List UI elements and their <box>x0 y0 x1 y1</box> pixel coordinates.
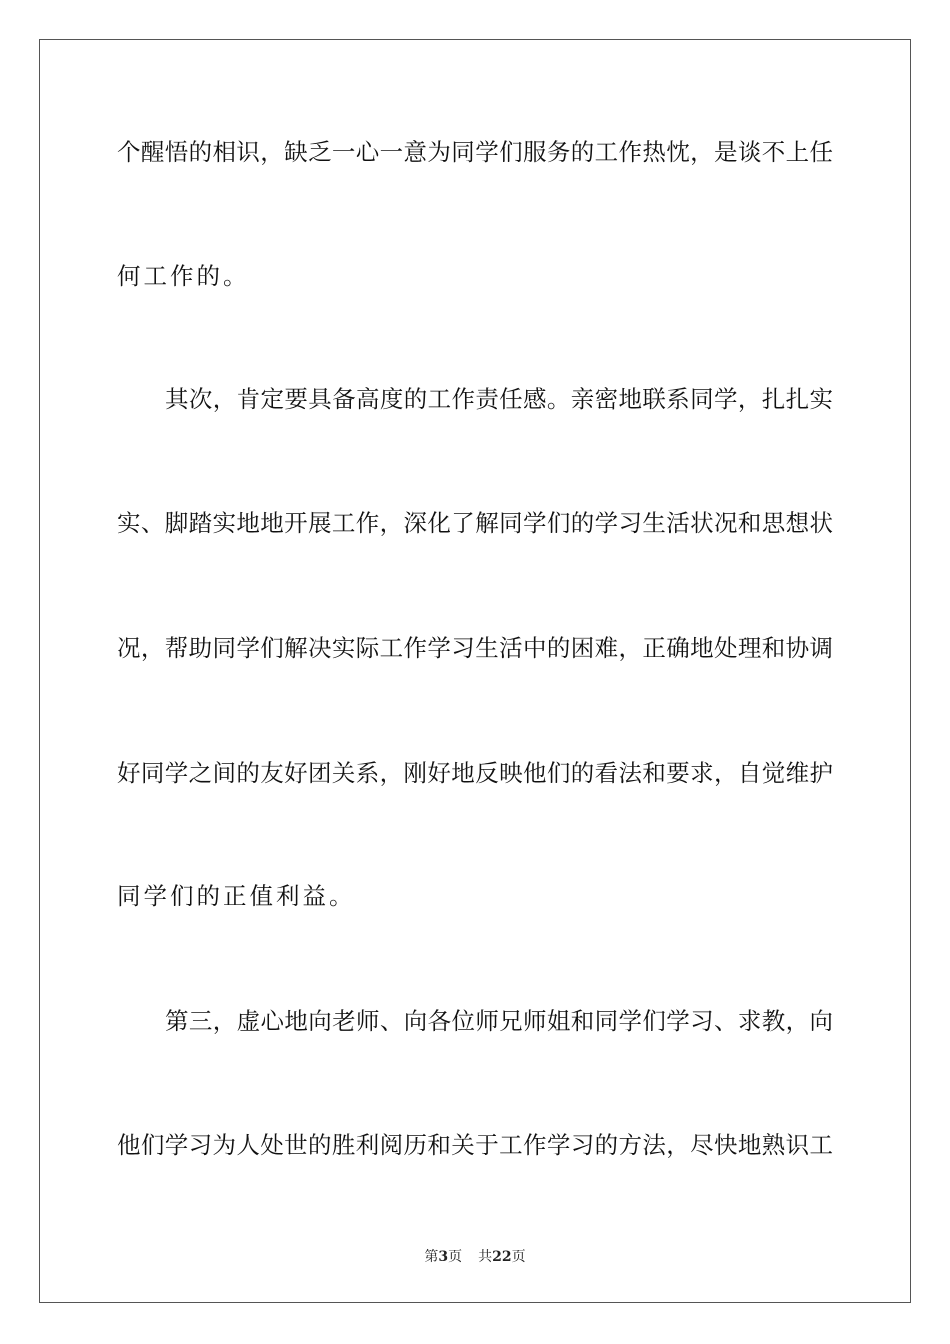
text-line-7: 同学们的正值利益。 <box>117 882 356 910</box>
text-line-1: 个醒悟的相识，缺乏一心一意为同学们服务的工作热忱，是谈不上任 <box>117 138 833 166</box>
page-prefix: 第 <box>424 1249 439 1265</box>
text-line-8: 第三，虚心地向老师、向各位师兄师姐和同学们学习、求教，向 <box>165 1007 833 1035</box>
page-number: 3 <box>438 1249 449 1265</box>
text-line-9: 他们学习为人处世的胜利阅历和关于工作学习的方法，尽快地熟识工 <box>117 1131 833 1159</box>
total-suffix: 页 <box>511 1249 526 1265</box>
text-line-3: 其次，肯定要具备高度的工作责任感。亲密地联系同学，扎扎实 <box>165 385 833 413</box>
page-frame <box>39 39 911 1303</box>
total-prefix: 共 <box>478 1249 493 1265</box>
total-pages: 22 <box>492 1249 512 1265</box>
page-suffix: 页 <box>448 1249 463 1265</box>
text-line-5: 况，帮助同学们解决实际工作学习生活中的困难，正确地处理和协调 <box>117 634 833 662</box>
text-line-6: 好同学之间的友好团关系，刚好地反映他们的看法和要求，自觉维护 <box>117 759 833 787</box>
page-footer <box>0 1248 950 1266</box>
text-line-4: 实、脚踏实地地开展工作，深化了解同学们的学习生活状况和思想状 <box>117 509 833 537</box>
text-line-2: 何工作的。 <box>117 262 250 290</box>
